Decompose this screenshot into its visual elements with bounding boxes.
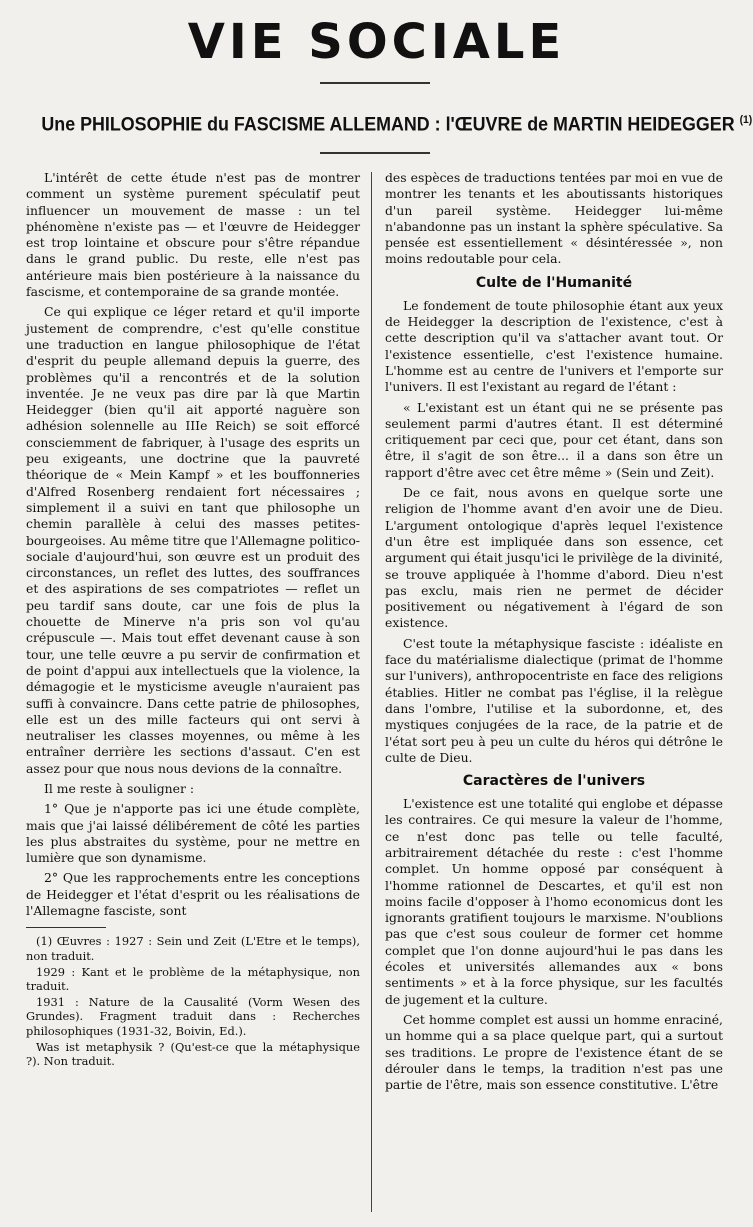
footnote: 1931 : Nature de la Causalité (Vorm Wesen des Grundes). Fragment traduit dans : Recherches philosophiques (1931-32, Boivin, Ed.). xyxy=(26,994,360,1038)
article-title xyxy=(41,108,753,137)
paragraph: 2° Que les rapprochements entre les conceptions de Heidegger et l'état d'esprit ou les réalisations de l'Allemagne fasciste, sont xyxy=(26,870,360,919)
paragraph: des espèces de traductions tentées par moi en vue de montrer les tenants et les aboutissants historiques d'un pareil système. Heidegger lui-même n'abandonne pas un instant la sphère spéculative. Sa pensée est essentiellement « désintéressée », non moins redoutable pour cela. xyxy=(385,170,723,267)
paragraph: 1° Que je n'apporte pas ici une étude complète, mais que j'ai laissé délibérement de côté les parties les plus abstraites du système, pour ne mettre en lumière que son dynamisme. xyxy=(26,801,360,866)
paragraph: L'existence est une totalité qui englobe et dépasse les contraires. Ce qui mesure la valeur de l'homme, ce n'est donc pas telle ou telle faculté, arbitrairement détachée du reste : c'est l'homme complet. Un homme opposé par conséquent à l'homme rationnel de Descartes, et qu'il est non moins facile d'opposer à l'homo economicus dont les ignorants gratifient toujours le marxisme. N'oublions pas que c'est sous couleur de former cet homme complet que l'on donne aujourd'hui le pas dans les écoles et universités allemandes aux « bons sentiments » et à la force physique, sur les facultés de jugement et la culture. xyxy=(385,796,723,1007)
article-title-text: Une PHILOSOPHIE du FASCISME ALLEMAND : l'ŒUVRE de MARTIN HEIDEGGER xyxy=(41,114,735,136)
footnotes xyxy=(26,934,360,1068)
paragraph: Le fondement de toute philosophie étant aux yeux de Heidegger la description de l'existence, c'est à cette description qu'il va s'attacher avant tout. Or l'existence essentielle, c'est l'existence humaine. L'homme est au centre de l'univers et l'emporte sur l'univers. Il est l'existant au regard de l'étant : xyxy=(385,297,723,395)
footnote: 1929 : Kant et le problème de la métaphysique, non traduit. xyxy=(26,964,360,994)
separator-rule xyxy=(320,82,430,84)
paragraph: Ce qui explique ce léger retard et qu'il importe justement de comprendre, c'est qu'elle constitue une traduction en langue philosophique de l'état d'esprit du peuple allemand depuis la guerre, des problèmes qu'il a rencontrés et de la solution inventée. Je ne veux pas dire par là que Martin Heidegger (bien qu'il ait apporté naguère son adhésion solennelle au IIIe Reich) se soit efforcé consciemment de fabriquer, à l'usage des esprits un peu exigeants, une doctrine que la pauvreté théorique de « Mein Kampf » et les bouffonneries d'Alfred Rosenberg rendaient fort nécessaires ; simplement il a suivi en tant que philosophe un chemin parallèle à celui des masses petites-bourgeoises. Au même titre que l'Allemagne politico-sociale d'aujourd'hui, son œuvre est un produit des circonstances, un reflet des luttes, des souffrances et des aspirations de ses compatriotes — reflet un peu tardif sans doute, car une fois de plus la chouette de Minerve n'a pris son vol qu'au crépuscule —. Mais tout effet devenant cause à son tour, une telle œuvre a pu servir de confirmation et de point d'appui aux intellectuels que la violence, la démagogie et le mysticisme aveugle n'auraient pas suffi à convaincre. Dans cette patrie de philosophes, elle est un des mille facteurs qui ont servi à neutraliser les classes moyennes, ou même à les entraîner derrière les sections d'assaut. C'en est assez pour que nous nous devions de la connaître. xyxy=(26,304,360,776)
section-heading: Caractères de l'univers xyxy=(462,773,646,790)
title-footnote-marker: (1) xyxy=(739,114,753,126)
paragraph: De ce fait, nous avons en quelque sorte une religion de l'homme avant d'en avoir une de Dieu. L'argument ontologique d'après lequel l'existence d'un être est impliquée dans son essence, cet argument qui était jusqu'ici le privilège de la divinité, se trouve appliquée à l'homme d'abord. Dieu n'est pas exclu, mais rien ne permet de décider positivement ou négativement à l'égard de son existence. xyxy=(385,485,723,631)
footnote: Was ist metaphysik ? (Qu'est-ce que la métaphysique ?). Non traduit. xyxy=(26,1039,360,1069)
section-heading: Culte de l'Humanité xyxy=(475,274,633,291)
paragraph: C'est toute la métaphysique fasciste : idéaliste en face du matérialisme dialectique (primat de l'homme sur l'univers), anthropocentriste en face des religions établies. Hitler ne combat pas l'église, il la relègue dans l'ombre, l'utilise et la subordonne, et, des mystiques conjugées de la race, de la patrie et de l'état sort peu à peu un culte du héros qui détrône le culte de Dieu. xyxy=(385,635,723,765)
column-divider xyxy=(371,172,372,1212)
masthead: VIE SOCIALE xyxy=(187,14,566,70)
separator-rule xyxy=(320,152,430,154)
footnote-separator xyxy=(26,927,106,928)
left-column xyxy=(26,170,360,1070)
paragraph: Cet homme complet est aussi un homme enraciné, un homme qui a sa place quelque part, qui a surtout ses traditions. Le propre de l'existence étant de se dérouler dans le temps, la tradition n'est pas une partie de l'être, mais son essence constitutive. L'être xyxy=(385,1011,723,1093)
paragraph: Il me reste à souligner : xyxy=(44,780,195,796)
paragraph: L'intérêt de cette étude n'est pas de montrer comment un système purement spéculatif peut influencer un mouvement de masse : un tel phénomène n'existe pas — et l'œuvre de Heidegger est trop lointaine et obscure pour s'être répandue dans le grand public. Du reste, elle n'est pas antérieure mais bien postérieure à la naissance du fascisme, et contemporaine de sa grande montée. xyxy=(26,170,360,300)
footnote: (1) Œuvres : 1927 : Sein und Zeit (L'Etre et le temps), non traduit. xyxy=(26,934,360,963)
quotation: « L'existant est un étant qui ne se présente pas seulement parmi d'autres étant. Il est déterminé critiquement par ceci que, pour cet étant, dans son être, il s'agit de son être... il a dans son être un rapport d'être avec cet être même » (Sein und Zeit). xyxy=(385,399,723,480)
right-column xyxy=(385,170,723,1097)
